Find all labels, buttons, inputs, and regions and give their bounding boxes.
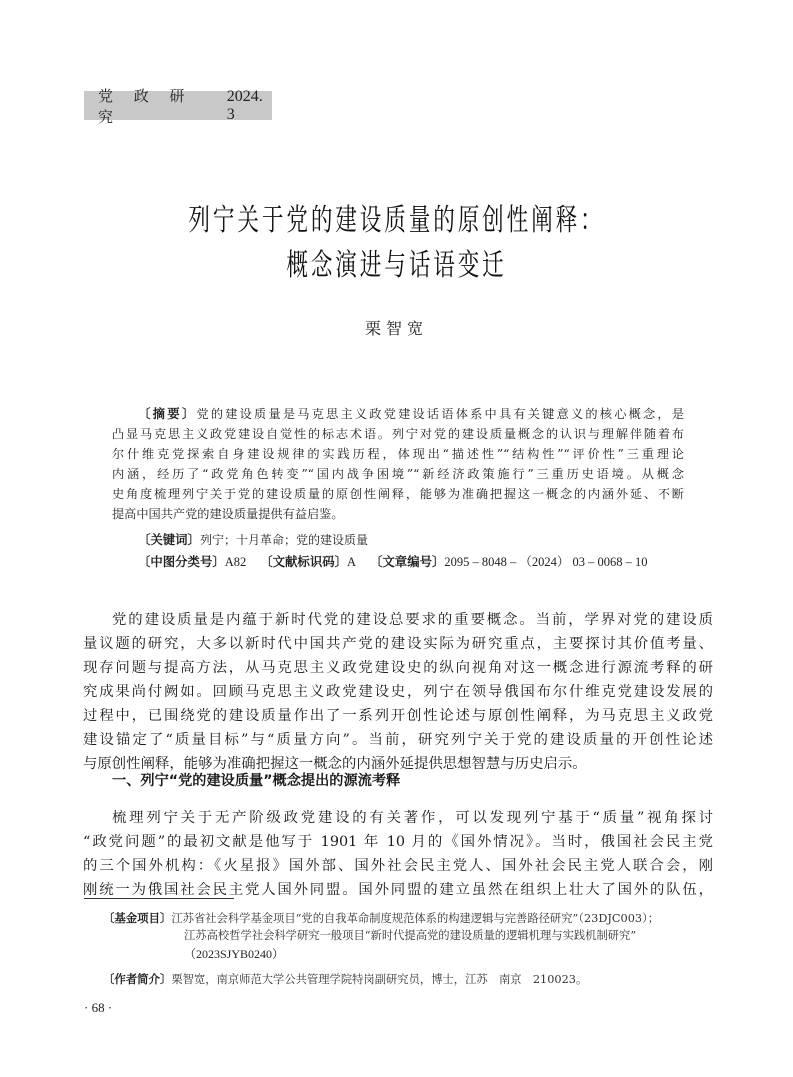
- keywords-label: 〔关键词〕: [138, 532, 200, 547]
- keywords-line: [138, 530, 368, 550]
- body-line: “政党问题”的最初文献是他写于 1901 年 10 月的《国外情况》。当时，俄国社会民主党: [83, 834, 713, 850]
- author-info-label: 〔作者简介〕: [103, 972, 172, 986]
- clc-label: 〔中图分类号〕: [138, 554, 225, 569]
- article-author: 栗智宽: [364, 319, 428, 338]
- article-title-line-1: 列宁关于党的建设质量的原创性阐释：: [188, 203, 605, 238]
- journal-name: 党 政 研 究: [98, 86, 193, 126]
- article-title-line-2: 概念演进与话语变迁: [286, 248, 507, 283]
- author-info-text: 栗智宽，南京师范大学公共管理学院特岗副研究员，博士，江苏 南京 210023。: [171, 973, 588, 986]
- doc-code-label: 〔文献标识码〕: [260, 554, 347, 569]
- abstract-line: 提高中国共产党的建设质量提供有益启鉴。: [112, 507, 344, 521]
- article-number-label: 〔文章编号〕: [370, 554, 445, 569]
- body-line: 梳理列宁关于无产阶级政党建设的有关著作，可以发现列宁基于“质量”视角探讨: [112, 810, 713, 826]
- fund-line: 江苏高校哲学社会科学研究一般项目“新时代提高党的建设质量的逻辑机理与实践机制研究”: [184, 929, 637, 942]
- abstract-line: 内涵，经历了“政党角色转变”“国内战争困境”“新经济政策施行”三重历史语境。从概念: [112, 467, 684, 481]
- page-number: · 68 ·: [84, 1000, 113, 1015]
- fund-line: [103, 909, 659, 928]
- keywords-value: 列宁；十月革命；党的建设质量: [199, 533, 368, 547]
- abstract-line: [112, 404, 684, 424]
- article-number-value: 2095 – 8048 – （2024） 03 – 0068 – 10: [444, 555, 648, 569]
- fund-code: （2023SJYB0240）: [184, 947, 285, 961]
- body-line: 刚统一为俄国社会民主党人国外同盟。国外同盟的建立虽然在组织上壮大了国外的队伍，: [83, 882, 713, 898]
- body-line: 现存问题与提高方法，从马克思主义政党建设史的纵向视角对这一概念进行源流考释的研: [83, 660, 713, 676]
- abstract-line: 史角度梳理列宁关于党的建设质量的原创性阐释，能够为准确把握这一概念的内涵外延、不断: [112, 487, 684, 501]
- footnote-divider: [84, 898, 234, 899]
- abstract-line: 尔什维克党探索自身建设规律的实践历程，体现出“描述性”“结构性”“评价性”三重理论: [112, 447, 684, 461]
- body-line: 量议题的研究，大多以新时代中国共产党的建设实际为研究重点，主要探讨其价值考量、: [83, 636, 713, 652]
- clc-value: A82: [224, 555, 247, 569]
- body-line: 党的建设质量是内蕴于新时代党的建设总要求的重要概念。当前，学界对党的建设质: [112, 612, 713, 628]
- body-line: 究成果尚付阙如。回顾马克思主义政党建设史，列宁在领导俄国布尔什维克党建设发展的: [83, 684, 713, 700]
- doc-code-value: A: [347, 555, 357, 569]
- author-info-line: [103, 970, 587, 989]
- section-heading: 一、列宁“党的建设质量”概念提出的源流考释: [112, 773, 401, 789]
- body-line: 的三个国外机构：《火星报》国外部、国外社会民主党人、国外社会民主党人联合会，刚: [83, 858, 713, 874]
- journal-header-band: [84, 86, 272, 126]
- abstract-line: 凸显马克思主义政党建设自觉性的标志术语。列宁对党的建设质量概念的认识与理解伴随着布: [112, 427, 684, 441]
- fund-line: [184, 945, 284, 964]
- body-line: 建设锚定了“质量目标”与“质量方向”。当前，研究列宁关于党的建设质量的开创性论述: [83, 732, 713, 748]
- fund-text: 江苏省社会科学基金项目“党的自我革命制度规范体系的构建逻辑与完善路径研究”（23DJC003）；: [171, 912, 660, 925]
- classification-line: [138, 552, 648, 572]
- abstract-label: 〔摘要〕: [138, 406, 197, 421]
- journal-issue: 2024. 3: [226, 87, 263, 123]
- body-line: 与原创性阐释，能够为准确把握这一概念的内涵外延提供思想智慧与历史启示。: [83, 756, 587, 772]
- fund-label: 〔基金项目〕: [103, 911, 172, 925]
- body-line: 过程中，已围绕党的建设质量作出了一系列开创性论述与原创性阐释，为马克思主义政党: [83, 708, 713, 724]
- abstract-text: 党的建设质量是马克思主义政党建设话语体系中具有关键意义的核心概念，是: [196, 407, 685, 421]
